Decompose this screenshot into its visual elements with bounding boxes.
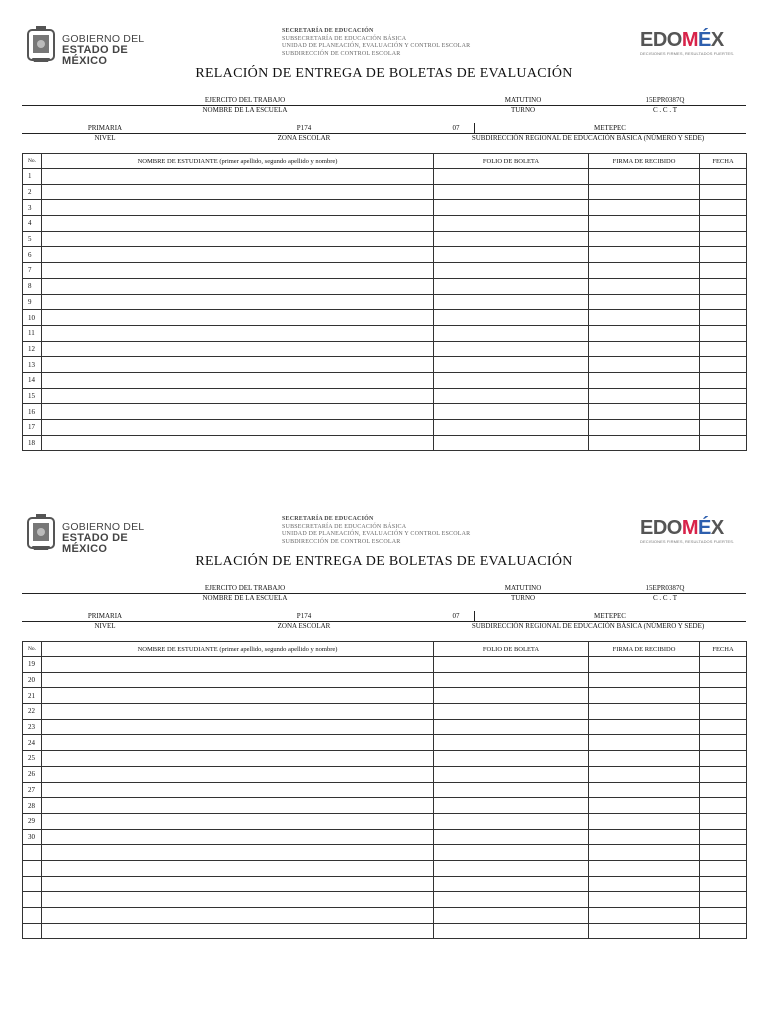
- row-number: 4: [23, 216, 42, 232]
- student-name-cell[interactable]: [42, 892, 434, 908]
- row-number: 7: [23, 263, 42, 279]
- firma-cell[interactable]: [589, 751, 700, 767]
- student-name-cell[interactable]: [42, 184, 434, 200]
- table-row: [23, 908, 747, 924]
- student-name-cell[interactable]: [42, 813, 434, 829]
- firma-cell[interactable]: [589, 719, 700, 735]
- firma-cell[interactable]: [589, 169, 700, 185]
- subdireccion-line: SUBDIRECCIÓN DE CONTROL ESCOLAR: [282, 50, 401, 57]
- fecha-cell[interactable]: [700, 184, 747, 200]
- folio-cell[interactable]: [434, 829, 589, 845]
- fecha-cell[interactable]: [700, 892, 747, 908]
- student-name-cell[interactable]: [42, 388, 434, 404]
- fecha-cell[interactable]: [700, 420, 747, 436]
- firma-cell[interactable]: [589, 876, 700, 892]
- subsecretaria-line: SUBSECRETARÍA DE EDUCACIÓN BÁSICA: [282, 35, 407, 42]
- row-number: 10: [23, 310, 42, 326]
- turno-label: TURNO: [510, 594, 536, 602]
- table-row: [23, 688, 747, 704]
- form-section-1: [0, 24, 768, 464]
- gov-logo-line1: GOBIERNO DEL: [62, 33, 145, 45]
- row-number: 14: [23, 372, 42, 388]
- table-row: [23, 325, 747, 341]
- student-name-cell[interactable]: [42, 845, 434, 861]
- edomex-logo: EDOMÉX DECISIONES FIRMES, RESULTADOS FUERTES.: [640, 30, 744, 60]
- table-row: [23, 876, 747, 892]
- student-name-cell[interactable]: [42, 829, 434, 845]
- folio-cell[interactable]: [434, 404, 589, 420]
- row-number: 25: [23, 751, 42, 767]
- firma-cell[interactable]: [589, 688, 700, 704]
- table-row: [23, 829, 747, 845]
- row-number: 5: [23, 231, 42, 247]
- folio-cell[interactable]: [434, 735, 589, 751]
- fecha-cell[interactable]: [700, 404, 747, 420]
- student-name-cell[interactable]: [42, 231, 434, 247]
- fecha-cell[interactable]: [700, 704, 747, 720]
- firma-cell[interactable]: [589, 341, 700, 357]
- firma-cell[interactable]: [589, 372, 700, 388]
- firma-cell[interactable]: [589, 704, 700, 720]
- row-number: 19: [23, 657, 42, 673]
- zona-value: P174: [296, 124, 312, 132]
- firma-cell[interactable]: [589, 420, 700, 436]
- unidad-line: UNIDAD DE PLANEACIÓN, EVALUACIÓN Y CONTROL ESCOLAR: [282, 43, 471, 50]
- subdireccion-number: 07: [452, 612, 460, 620]
- fecha-cell[interactable]: [700, 216, 747, 232]
- table-row: [23, 672, 747, 688]
- fecha-cell[interactable]: [700, 751, 747, 767]
- folio-cell[interactable]: [434, 372, 589, 388]
- fecha-cell[interactable]: [700, 357, 747, 373]
- subdireccion-label: SUBDIRECCIÓN REGIONAL DE EDUCACIÓN BÁSICA (NÚMERO Y SEDE): [471, 622, 705, 630]
- folio-cell[interactable]: [434, 184, 589, 200]
- folio-cell[interactable]: [434, 813, 589, 829]
- student-name-cell[interactable]: [42, 357, 434, 373]
- col-nombre: NOMBRE DE ESTUDIANTE (primer apellido, segundo apellido y nombre): [42, 154, 434, 169]
- table-header-row: [23, 642, 747, 657]
- col-firma: FIRMA DE RECIBIDO: [589, 154, 700, 169]
- fecha-cell[interactable]: [700, 341, 747, 357]
- table-row: [23, 657, 747, 673]
- firma-cell[interactable]: [589, 357, 700, 373]
- student-name-cell[interactable]: [42, 876, 434, 892]
- row-number: 8: [23, 278, 42, 294]
- folio-cell[interactable]: [434, 719, 589, 735]
- school-name-value: EJERCITO DEL TRABAJO: [204, 584, 286, 592]
- row-number: [23, 923, 42, 939]
- folio-cell[interactable]: [434, 278, 589, 294]
- row-number: 29: [23, 813, 42, 829]
- folio-cell[interactable]: [434, 420, 589, 436]
- firma-cell[interactable]: [589, 435, 700, 451]
- fecha-cell[interactable]: [700, 231, 747, 247]
- folio-cell[interactable]: [434, 341, 589, 357]
- folio-cell[interactable]: [434, 782, 589, 798]
- folio-cell[interactable]: [434, 672, 589, 688]
- fecha-cell[interactable]: [700, 766, 747, 782]
- student-name-cell[interactable]: [42, 294, 434, 310]
- form-title: RELACIÓN DE ENTREGA DE BOLETAS DE EVALUACIÓN: [195, 554, 573, 569]
- school-name-label: NOMBRE DE LA ESCUELA: [202, 106, 288, 114]
- student-name-cell[interactable]: [42, 735, 434, 751]
- student-name-cell[interactable]: [42, 372, 434, 388]
- firma-cell[interactable]: [589, 735, 700, 751]
- fecha-cell[interactable]: [700, 435, 747, 451]
- zona-value: P174: [296, 612, 312, 620]
- table-row: [23, 735, 747, 751]
- row-number: 13: [23, 357, 42, 373]
- firma-cell[interactable]: [589, 216, 700, 232]
- row-number: 6: [23, 247, 42, 263]
- folio-cell[interactable]: [434, 798, 589, 814]
- students-table: [22, 153, 747, 451]
- folio-cell[interactable]: [434, 388, 589, 404]
- folio-cell[interactable]: [434, 657, 589, 673]
- gobierno-estado-mexico-logo: [26, 512, 176, 556]
- row-number: [23, 860, 42, 876]
- folio-cell[interactable]: [434, 892, 589, 908]
- folio-cell[interactable]: [434, 310, 589, 326]
- folio-cell[interactable]: [434, 908, 589, 924]
- firma-cell[interactable]: [589, 404, 700, 420]
- student-name-cell[interactable]: [42, 798, 434, 814]
- subdireccion-line: SUBDIRECCIÓN DE CONTROL ESCOLAR: [282, 538, 401, 545]
- field-separator: [474, 611, 475, 621]
- row-number: 12: [23, 341, 42, 357]
- folio-cell[interactable]: [434, 876, 589, 892]
- turno-value: MATUTINO: [504, 584, 542, 592]
- row-number: [23, 908, 42, 924]
- folio-cell[interactable]: [434, 216, 589, 232]
- firma-cell[interactable]: [589, 892, 700, 908]
- table-row: [23, 200, 747, 216]
- field-separator: [474, 123, 475, 133]
- fecha-cell[interactable]: [700, 200, 747, 216]
- student-name-cell[interactable]: [42, 247, 434, 263]
- folio-cell[interactable]: [434, 169, 589, 185]
- fecha-cell[interactable]: [700, 688, 747, 704]
- table-row: [23, 704, 747, 720]
- student-name-cell[interactable]: [42, 923, 434, 939]
- nivel-value: PRIMARIA: [87, 124, 123, 132]
- cct-label: C . C . T: [653, 594, 677, 602]
- fecha-cell[interactable]: [700, 672, 747, 688]
- col-fecha: FECHA: [700, 642, 747, 657]
- fecha-cell[interactable]: [700, 798, 747, 814]
- fecha-cell[interactable]: [700, 923, 747, 939]
- student-name-cell[interactable]: [42, 404, 434, 420]
- gov-logo-line1: GOBIERNO DEL: [62, 521, 145, 533]
- subdireccion-number: 07: [452, 124, 460, 132]
- fecha-cell[interactable]: [700, 388, 747, 404]
- student-name-cell[interactable]: [42, 278, 434, 294]
- table-row: [23, 751, 747, 767]
- row-number: [23, 892, 42, 908]
- student-name-cell[interactable]: [42, 766, 434, 782]
- student-name-cell[interactable]: [42, 751, 434, 767]
- coat-of-arms-icon: [26, 512, 56, 552]
- row-number: 17: [23, 420, 42, 436]
- folio-cell[interactable]: [434, 845, 589, 861]
- turno-label: TURNO: [510, 106, 536, 114]
- firma-cell[interactable]: [589, 672, 700, 688]
- firma-cell[interactable]: [589, 247, 700, 263]
- row-number: 16: [23, 404, 42, 420]
- row-number: 15: [23, 388, 42, 404]
- fecha-cell[interactable]: [700, 247, 747, 263]
- student-name-cell[interactable]: [42, 435, 434, 451]
- col-fecha: FECHA: [700, 154, 747, 169]
- firma-cell[interactable]: [589, 766, 700, 782]
- firma-cell[interactable]: [589, 294, 700, 310]
- turno-value: MATUTINO: [504, 96, 542, 104]
- table-row: [23, 231, 747, 247]
- firma-cell[interactable]: [589, 657, 700, 673]
- row-number: 27: [23, 782, 42, 798]
- row-number: 2: [23, 184, 42, 200]
- fecha-cell[interactable]: [700, 876, 747, 892]
- fecha-cell[interactable]: [700, 310, 747, 326]
- cct-label: C . C . T: [653, 106, 677, 114]
- form-section-2: [0, 512, 768, 952]
- row-number: 11: [23, 325, 42, 341]
- firma-cell[interactable]: [589, 908, 700, 924]
- fecha-cell[interactable]: [700, 657, 747, 673]
- student-name-cell[interactable]: [42, 908, 434, 924]
- student-name-cell[interactable]: [42, 216, 434, 232]
- row-number: 9: [23, 294, 42, 310]
- folio-cell[interactable]: [434, 200, 589, 216]
- col-folio: FOLIO DE BOLETA: [434, 642, 589, 657]
- fecha-cell[interactable]: [700, 908, 747, 924]
- student-name-cell[interactable]: [42, 688, 434, 704]
- table-row: [23, 404, 747, 420]
- folio-cell[interactable]: [434, 860, 589, 876]
- row-number: 22: [23, 704, 42, 720]
- table-row: [23, 798, 747, 814]
- col-nombre: NOMBRE DE ESTUDIANTE (primer apellido, segundo apellido y nombre): [42, 642, 434, 657]
- fecha-cell[interactable]: [700, 278, 747, 294]
- gov-logo-line2: ESTADO DE MÉXICO: [62, 44, 129, 67]
- col-firma: FIRMA DE RECIBIDO: [589, 642, 700, 657]
- row-number: [23, 876, 42, 892]
- student-name-cell[interactable]: [42, 169, 434, 185]
- firma-cell[interactable]: [589, 200, 700, 216]
- student-name-cell[interactable]: [42, 782, 434, 798]
- zona-label: ZONA ESCOLAR: [277, 134, 331, 142]
- secretaria-line: SECRETARÍA DE EDUCACIÓN: [282, 28, 374, 34]
- fecha-cell[interactable]: [700, 263, 747, 279]
- folio-cell[interactable]: [434, 263, 589, 279]
- firma-cell[interactable]: [589, 325, 700, 341]
- table-row: [23, 782, 747, 798]
- edomex-tagline: DECISIONES FIRMES, RESULTADOS FUERTES.: [640, 539, 735, 544]
- folio-cell[interactable]: [434, 294, 589, 310]
- col-no: No.: [23, 154, 42, 169]
- subsecretaria-line: SUBSECRETARÍA DE EDUCACIÓN BÁSICA: [282, 523, 407, 530]
- table-row: [23, 813, 747, 829]
- folio-cell[interactable]: [434, 751, 589, 767]
- row-number: 23: [23, 719, 42, 735]
- table-row: [23, 184, 747, 200]
- folio-cell[interactable]: [434, 357, 589, 373]
- student-name-cell[interactable]: [42, 420, 434, 436]
- folio-cell[interactable]: [434, 325, 589, 341]
- folio-cell[interactable]: [434, 688, 589, 704]
- fecha-cell[interactable]: [700, 294, 747, 310]
- coat-of-arms-icon: [26, 24, 56, 64]
- row-number: 30: [23, 829, 42, 845]
- cct-value: 15EPR0387Q: [645, 584, 685, 592]
- unidad-line: UNIDAD DE PLANEACIÓN, EVALUACIÓN Y CONTROL ESCOLAR: [282, 531, 471, 538]
- table-row: [23, 719, 747, 735]
- student-name-cell[interactable]: [42, 719, 434, 735]
- row-number: 26: [23, 766, 42, 782]
- firma-cell[interactable]: [589, 231, 700, 247]
- firma-cell[interactable]: [589, 923, 700, 939]
- folio-cell[interactable]: [434, 247, 589, 263]
- school-name-value: EJERCITO DEL TRABAJO: [204, 96, 286, 104]
- fecha-cell[interactable]: [700, 735, 747, 751]
- fecha-cell[interactable]: [700, 372, 747, 388]
- row-number: 28: [23, 798, 42, 814]
- table-row: [23, 247, 747, 263]
- zona-label: ZONA ESCOLAR: [277, 622, 331, 630]
- edomex-logo: EDOMÉX DECISIONES FIRMES, RESULTADOS FUERTES.: [640, 518, 744, 548]
- secretaria-header: [282, 516, 470, 546]
- col-folio: FOLIO DE BOLETA: [434, 154, 589, 169]
- row-number: 21: [23, 688, 42, 704]
- table-row: [23, 294, 747, 310]
- gov-logo-line2: ESTADO DE MÉXICO: [62, 532, 129, 555]
- table-header-row: [23, 154, 747, 169]
- subdireccion-sede: METEPEC: [594, 124, 626, 132]
- folio-cell[interactable]: [434, 435, 589, 451]
- folio-cell[interactable]: [434, 231, 589, 247]
- edomex-tagline: DECISIONES FIRMES, RESULTADOS FUERTES.: [640, 51, 735, 56]
- table-row: [23, 860, 747, 876]
- student-name-cell[interactable]: [42, 860, 434, 876]
- row-number: 18: [23, 435, 42, 451]
- student-name-cell[interactable]: [42, 672, 434, 688]
- folio-cell[interactable]: [434, 704, 589, 720]
- firma-cell[interactable]: [589, 310, 700, 326]
- firma-cell[interactable]: [589, 829, 700, 845]
- fecha-cell[interactable]: [700, 845, 747, 861]
- firma-cell[interactable]: [589, 860, 700, 876]
- firma-cell[interactable]: [589, 184, 700, 200]
- student-name-cell[interactable]: [42, 704, 434, 720]
- row-number: 24: [23, 735, 42, 751]
- cct-value: 15EPR0387Q: [645, 96, 685, 104]
- student-name-cell[interactable]: [42, 657, 434, 673]
- firma-cell[interactable]: [589, 798, 700, 814]
- table-row: [23, 372, 747, 388]
- table-row: [23, 766, 747, 782]
- table-row: [23, 388, 747, 404]
- student-name-cell[interactable]: [42, 341, 434, 357]
- table-row: [23, 216, 747, 232]
- folio-cell[interactable]: [434, 923, 589, 939]
- firma-cell[interactable]: [589, 388, 700, 404]
- fecha-cell[interactable]: [700, 813, 747, 829]
- row-number: [23, 845, 42, 861]
- fecha-cell[interactable]: [700, 860, 747, 876]
- students-table: [22, 641, 747, 939]
- nivel-label: NIVEL: [94, 134, 116, 142]
- table-row: [23, 892, 747, 908]
- subdireccion-sede: METEPEC: [594, 612, 626, 620]
- row-number: 1: [23, 169, 42, 185]
- table-row: [23, 845, 747, 861]
- table-row: [23, 263, 747, 279]
- row-number: 3: [23, 200, 42, 216]
- firma-cell[interactable]: [589, 782, 700, 798]
- gobierno-estado-mexico-logo: [26, 24, 176, 68]
- table-row: [23, 278, 747, 294]
- form-title: RELACIÓN DE ENTREGA DE BOLETAS DE EVALUACIÓN: [195, 66, 573, 81]
- subdireccion-label: SUBDIRECCIÓN REGIONAL DE EDUCACIÓN BÁSICA (NÚMERO Y SEDE): [471, 134, 705, 142]
- table-row: [23, 341, 747, 357]
- firma-cell[interactable]: [589, 813, 700, 829]
- firma-cell[interactable]: [589, 278, 700, 294]
- firma-cell[interactable]: [589, 845, 700, 861]
- fecha-cell[interactable]: [700, 719, 747, 735]
- nivel-value: PRIMARIA: [87, 612, 123, 620]
- table-row: [23, 310, 747, 326]
- fecha-cell[interactable]: [700, 829, 747, 845]
- student-name-cell[interactable]: [42, 200, 434, 216]
- nivel-label: NIVEL: [94, 622, 116, 630]
- table-row: [23, 420, 747, 436]
- student-name-cell[interactable]: [42, 263, 434, 279]
- table-row: [23, 357, 747, 373]
- fecha-cell[interactable]: [700, 325, 747, 341]
- table-row: [23, 169, 747, 185]
- fecha-cell[interactable]: [700, 169, 747, 185]
- secretaria-header: [282, 28, 470, 58]
- firma-cell[interactable]: [589, 263, 700, 279]
- row-number: 20: [23, 672, 42, 688]
- fecha-cell[interactable]: [700, 782, 747, 798]
- secretaria-line: SECRETARÍA DE EDUCACIÓN: [282, 516, 374, 522]
- folio-cell[interactable]: [434, 766, 589, 782]
- col-no: No.: [23, 642, 42, 657]
- table-row: [23, 923, 747, 939]
- table-row: [23, 435, 747, 451]
- student-name-cell[interactable]: [42, 310, 434, 326]
- school-name-label: NOMBRE DE LA ESCUELA: [202, 594, 288, 602]
- student-name-cell[interactable]: [42, 325, 434, 341]
